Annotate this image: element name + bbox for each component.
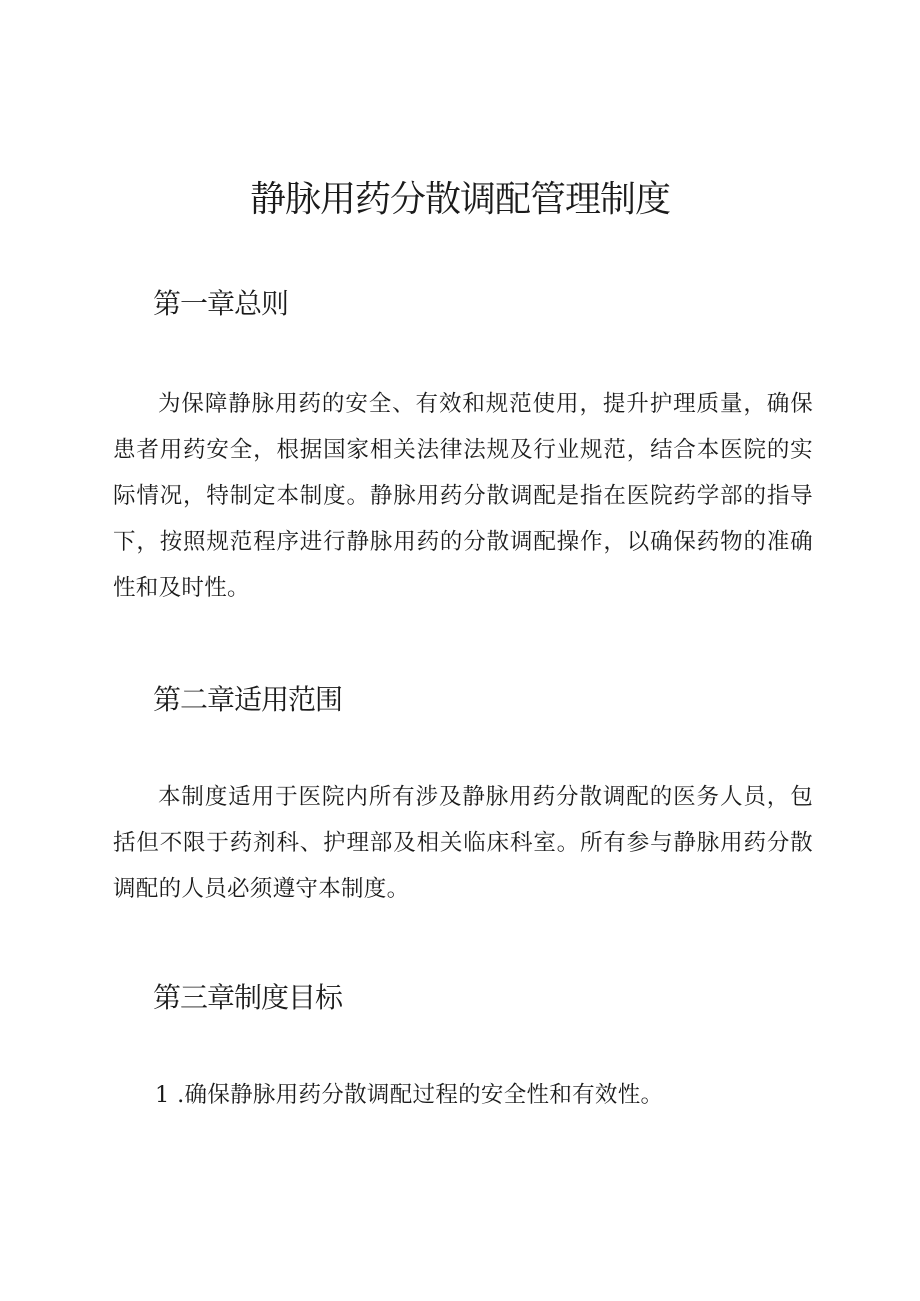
chapter-2-paragraph: 本制度适用于医院内所有涉及静脉用药分散调配的医务人员，包括但不限于药剂科、护理部及相关临床科室。所有参与静脉用药分散调配的人员必须遵守本制度。 xyxy=(113,784,813,902)
chapter-2-heading: 第二章适用范围 xyxy=(153,683,343,716)
chapter-1-heading: 第一章总则 xyxy=(153,287,289,320)
chapter-1-paragraph: 为保障静脉用药的安全、有效和规范使用，提升护理质量，确保患者用药安全，根据国家相关法律法规及行业规范，结合本医院的实际情况，特制定本制度。静脉用药分散调配是指在医院药学部的指导下，按照规范程序进行静脉用药的分散调配操作，以确保药物的准确性和及时性。 xyxy=(113,391,813,601)
document-title: 静脉用药分散调配管理制度 xyxy=(249,179,670,220)
chapter-3-heading: 第三章制度目标 xyxy=(153,981,343,1014)
chapter-3-list-item-1: 1 .确保静脉用药分散调配过程的安全性和有效性。 xyxy=(155,1082,664,1108)
